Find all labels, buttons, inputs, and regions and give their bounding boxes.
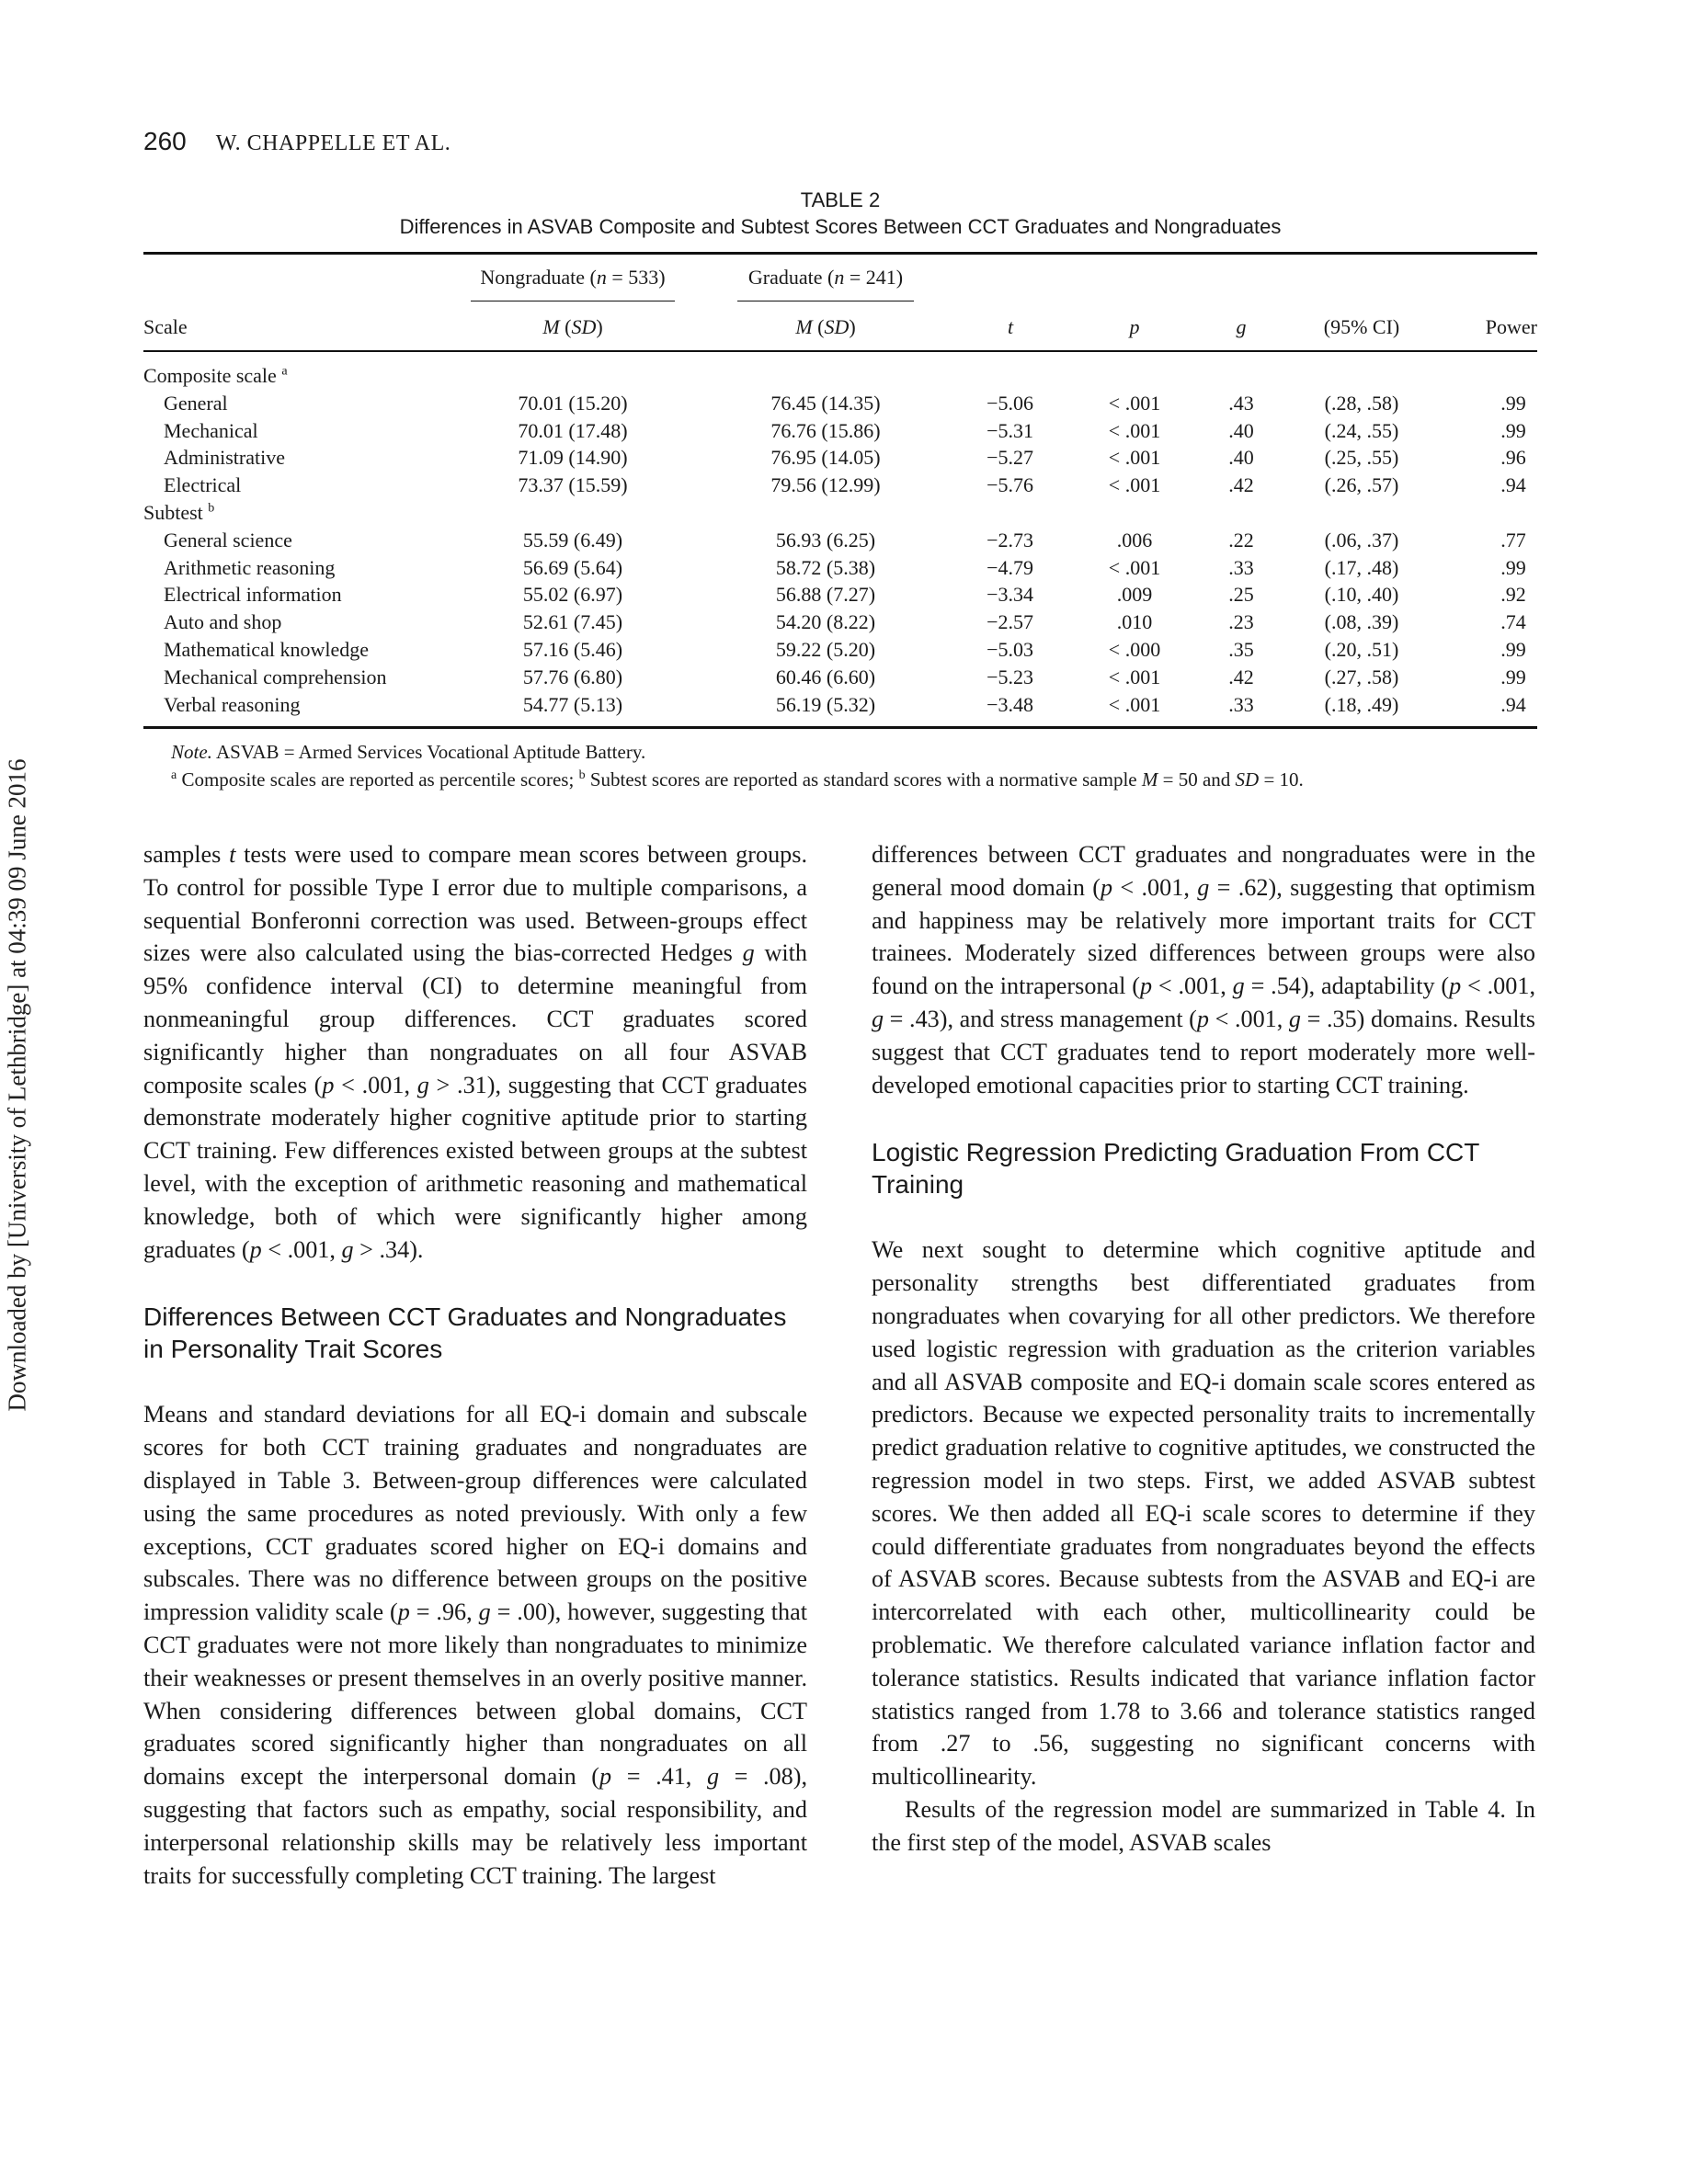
table-cell-nongraduate-mean-sd: 73.37 (15.59): [518, 473, 628, 497]
table-cell-confidence-interval: (.18, .49): [1324, 692, 1399, 716]
table-cell-power: .94: [1500, 473, 1526, 497]
table-cell-nongraduate-mean-sd: 54.77 (5.13): [522, 692, 623, 716]
table-cell-t-stat: −5.23: [987, 665, 1033, 688]
table-cell-p-value: < .001: [1108, 665, 1161, 688]
table-cell-nongraduate-mean-sd: 71.09 (14.90): [518, 446, 628, 470]
table-cell-power: .74: [1500, 610, 1526, 634]
table-cell-t-stat: −5.03: [987, 638, 1033, 661]
column-header-nongraduate-mean-sd: M (SD): [542, 315, 603, 338]
table-cell-p-value: < .001: [1108, 418, 1161, 442]
table-cell-scale: Verbal reasoning: [164, 692, 301, 716]
table-cell-effect-size-g: .42: [1228, 665, 1254, 688]
table-cell-p-value: < .001: [1108, 555, 1161, 579]
left-paragraph-1: samples t tests were used to compare mean scores between groups. To control for possible Type I error due to multiple comparisons, a sequential Bonferonni correction was used. Between-groups effect sizes were also calculated using the bias-corrected Hedges g with 95% confidence interval (CI) to determine meaningful from nonmeaningful group differences. CCT graduates scored significantly higher than nongraduates on all four ASVAB composite scales (p < .001, g > .31), suggesting that CCT graduates demonstrate moderately higher cognitive aptitude prior to starting CCT training. Few differences existed between groups at the subtest level, with the exception of arithmetic reasoning and mathematical knowledge, both of which were significantly higher among graduates (p < .001, g > .34).: [143, 841, 808, 1263]
right-paragraph-2: We next sought to determine which cognitive aptitude and personality strengths best differentiated graduates from nongraduates when covarying for all other predictors. We therefore used logistic regression with graduation as the criterion variables and all ASVAB composite and EQ-i domain scale scores entered as predictors. Because we expected personality traits to incrementally predict graduation relative to cognitive aptitudes, we constructed the regression model in two steps. First, we added ASVAB subtest scores. We then added all EQ-i scale scores to determine if they could differentiate graduates from nongraduates beyond the effects of ASVAB scores. Because subtests from the ASVAB and EQ-i are intercorrelated with each other, multicollinearity could be problematic. We therefore calculated variance inflation factor and tolerance statistics. Results indicated that variance inflation factor statistics ranged from 1.78 to 3.66 and tolerance statistics ranged from .27 to .56, suggesting no significant concerns with multicollinearity.: [872, 1236, 1535, 1791]
table-cell-graduate-mean-sd: 56.88 (7.27): [775, 583, 876, 607]
column-header-p-value: p: [1129, 315, 1140, 338]
table-cell-confidence-interval: (.06, .37): [1324, 528, 1399, 552]
column-header-t-stat: t: [1007, 315, 1014, 338]
table-cell-effect-size-g: .33: [1228, 555, 1254, 579]
table-cell-scale: Mechanical comprehension: [164, 665, 387, 688]
table-cell-effect-size-g: .42: [1228, 473, 1254, 497]
table-cell-t-stat: −5.27: [987, 446, 1033, 470]
table-cell-effect-size-g: .22: [1228, 528, 1254, 552]
table-cell-t-stat: −2.73: [987, 528, 1033, 552]
table-cell-power: .99: [1500, 555, 1526, 579]
section-label-subtest: Subtest $^b$: [143, 501, 215, 524]
column-header-graduate-mean-sd: M (SD): [795, 315, 856, 338]
table-cell-nongraduate-mean-sd: 57.16 (5.46): [522, 638, 623, 661]
table-footnote: $^a$ Composite scales are reported as percentile scores; $^b$ Subtest scores are reported as standard scores with a normative sample M = 50 and SD = 10.: [171, 768, 1304, 791]
right-column: [872, 838, 1535, 1860]
table-cell-confidence-interval: (.25, .55): [1324, 446, 1399, 470]
table-cell-graduate-mean-sd: 59.22 (5.20): [775, 638, 876, 661]
table-cell-confidence-interval: (.26, .57): [1324, 473, 1399, 497]
table-cell-p-value: .010: [1116, 610, 1153, 634]
table-cell-scale: Arithmetic reasoning: [164, 555, 336, 579]
nongraduate-group-header: Nongraduate (n = 533): [480, 266, 666, 289]
table-cell-nongraduate-mean-sd: 70.01 (17.48): [518, 418, 628, 442]
table-cell-nongraduate-mean-sd: 52.61 (7.45): [522, 610, 623, 634]
table-cell-p-value: < .000: [1108, 638, 1161, 661]
table-cell-t-stat: −3.34: [987, 583, 1033, 607]
table-cell-p-value: .009: [1116, 583, 1153, 607]
table-header-rule: [143, 350, 1537, 352]
table-cell-confidence-interval: (.27, .58): [1324, 665, 1399, 688]
table-cell-effect-size-g: .43: [1228, 391, 1254, 415]
table-cell-effect-size-g: .23: [1228, 610, 1254, 634]
table-cell-nongraduate-mean-sd: 57.76 (6.80): [522, 665, 623, 688]
table-cell-t-stat: −5.31: [987, 418, 1033, 442]
table-cell-effect-size-g: .25: [1228, 583, 1254, 607]
running-authors: W. CHAPPELLE ET AL.: [215, 131, 451, 155]
table-cell-graduate-mean-sd: 76.45 (14.35): [770, 391, 881, 415]
running-head: [143, 127, 451, 156]
table-cell-scale: Electrical information: [164, 583, 342, 607]
table-cell-p-value: < .001: [1108, 692, 1161, 716]
table-cell-confidence-interval: (.17, .48): [1324, 555, 1399, 579]
section-label-composite: Composite scale $^a$: [143, 364, 288, 387]
table-cell-scale: General: [164, 391, 228, 415]
table-cell-power: .77: [1500, 528, 1526, 552]
table-cell-graduate-mean-sd: 79.56 (12.99): [770, 473, 881, 497]
table-cell-t-stat: −5.06: [987, 391, 1033, 415]
table-cell-graduate-mean-sd: 56.19 (5.32): [775, 692, 876, 716]
table-cell-scale: Auto and shop: [164, 610, 282, 634]
left-paragraph-2: Means and standard deviations for all EQ-i domain and subscale scores for both CCT training graduates and nongraduates are displayed in Table 3. Between-group differences were calculated using the same procedures as noted previously. With only a few exceptions, CCT graduates scored higher on EQ-i domains and subscales. There was no difference between groups on the positive impression validity scale (p = .96, g = .00), however, suggesting that CCT graduates were not more likely than nongraduates to minimize their weaknesses or present themselves in an overly positive manner. When considering differences between global domains, CCT graduates scored significantly higher than nongraduates on all domains except the interpersonal domain (p = .41, g = .08), suggesting that factors such as empathy, social responsibility, and interpersonal relationship skills may be relatively less important traits for successfully completing CCT training. The largest: [143, 1401, 807, 1889]
left-column: [143, 838, 807, 1892]
table-cell-p-value: < .001: [1108, 391, 1161, 415]
table-cell-nongraduate-mean-sd: 70.01 (15.20): [518, 391, 628, 415]
table-cell-p-value: < .001: [1108, 473, 1161, 497]
table-cell-confidence-interval: (.24, .55): [1324, 418, 1399, 442]
table-cell-confidence-interval: (.28, .58): [1324, 391, 1399, 415]
table-cell-t-stat: −3.48: [987, 692, 1033, 716]
table-top-rule: [143, 252, 1537, 255]
right-paragraph-1: differences between CCT graduates and nongraduates were in the general mood domain (p < .001, g = .62), suggesting that optimism and happiness may be relatively more important traits for CCT trainees. Moderately sized differences between groups were also found on the intrapersonal (p < .001, g = .54), adaptability (p < .001, g = .43), and stress management (p < .001, g = .35) domains. Results suggest that CCT graduates tend to report moderately more well-developed emotional capacities prior to starting CCT training.: [872, 841, 1535, 1098]
table-cell-effect-size-g: .40: [1228, 446, 1254, 470]
table-cell-p-value: < .001: [1108, 446, 1161, 470]
table-cell-t-stat: −5.76: [987, 473, 1033, 497]
column-header-confidence-interval: (95% CI): [1323, 315, 1400, 338]
table-cell-scale: Electrical: [164, 473, 242, 497]
table-cell-power: .99: [1500, 638, 1526, 661]
table-cell-graduate-mean-sd: 58.72 (5.38): [775, 555, 876, 579]
table-bottom-rule: [143, 726, 1537, 729]
table-cell-effect-size-g: .35: [1228, 638, 1254, 661]
table-cell-p-value: .006: [1116, 528, 1153, 552]
table-note: Note. ASVAB = Armed Services Vocational Aptitude Battery.: [171, 741, 646, 763]
table-cell-nongraduate-mean-sd: 55.02 (6.97): [522, 583, 623, 607]
table-cell-scale: Administrative: [164, 446, 285, 470]
table-cell-effect-size-g: .33: [1228, 692, 1254, 716]
column-header-scale: Scale: [143, 315, 188, 338]
table-cell-nongraduate-mean-sd: 55.59 (6.49): [522, 528, 623, 552]
table-cell-scale: Mechanical: [164, 418, 258, 442]
table-cell-graduate-mean-sd: 54.20 (8.22): [775, 610, 876, 634]
table-cell-graduate-mean-sd: 76.76 (15.86): [770, 418, 881, 442]
table-cell-confidence-interval: (.20, .51): [1324, 638, 1399, 661]
table-cell-power: .92: [1500, 583, 1526, 607]
table-cell-effect-size-g: .40: [1228, 418, 1254, 442]
download-watermark: Downloaded by [University of Lethbridge] at 04:39 09 June 2016: [3, 757, 31, 1412]
table-cell-graduate-mean-sd: 56.93 (6.25): [775, 528, 876, 552]
section-heading-regression: Logistic Regression Predicting Graduation From CCT Training: [872, 1138, 1479, 1200]
table-cell-confidence-interval: (.08, .39): [1324, 610, 1399, 634]
graduate-group-header: Graduate (n = 241): [747, 266, 904, 289]
table-cell-graduate-mean-sd: 76.95 (14.05): [770, 446, 881, 470]
table-cell-scale: Mathematical knowledge: [164, 638, 369, 661]
table-cell-power: .99: [1500, 665, 1526, 688]
column-header-effect-size-g: g: [1236, 315, 1247, 338]
section-heading-personality: Differences Between CCT Graduates and Nongraduates in Personality Trait Scores: [143, 1302, 787, 1364]
table-cell-power: .99: [1500, 391, 1526, 415]
table-cell-nongraduate-mean-sd: 56.69 (5.64): [522, 555, 623, 579]
column-header-power: Power: [1485, 315, 1537, 338]
table-cell-t-stat: −4.79: [987, 555, 1033, 579]
table-label: TABLE 2: [800, 188, 881, 211]
table-cell-power: .99: [1500, 418, 1526, 442]
right-paragraph-3: Results of the regression model are summarized in Table 4. In the first step of the model, ASVAB scales: [872, 1795, 1535, 1856]
table-cell-graduate-mean-sd: 60.46 (6.60): [775, 665, 876, 688]
table-cell-power: .94: [1500, 692, 1526, 716]
page-number: 260: [143, 127, 187, 155]
table-cell-power: .96: [1500, 446, 1526, 470]
table-cell-scale: General science: [164, 528, 292, 552]
table-cell-t-stat: −2.57: [987, 610, 1033, 634]
table-title: Differences in ASVAB Composite and Subtest Scores Between CCT Graduates and Nongraduates: [399, 215, 1282, 238]
table-cell-confidence-interval: (.10, .40): [1324, 583, 1399, 607]
